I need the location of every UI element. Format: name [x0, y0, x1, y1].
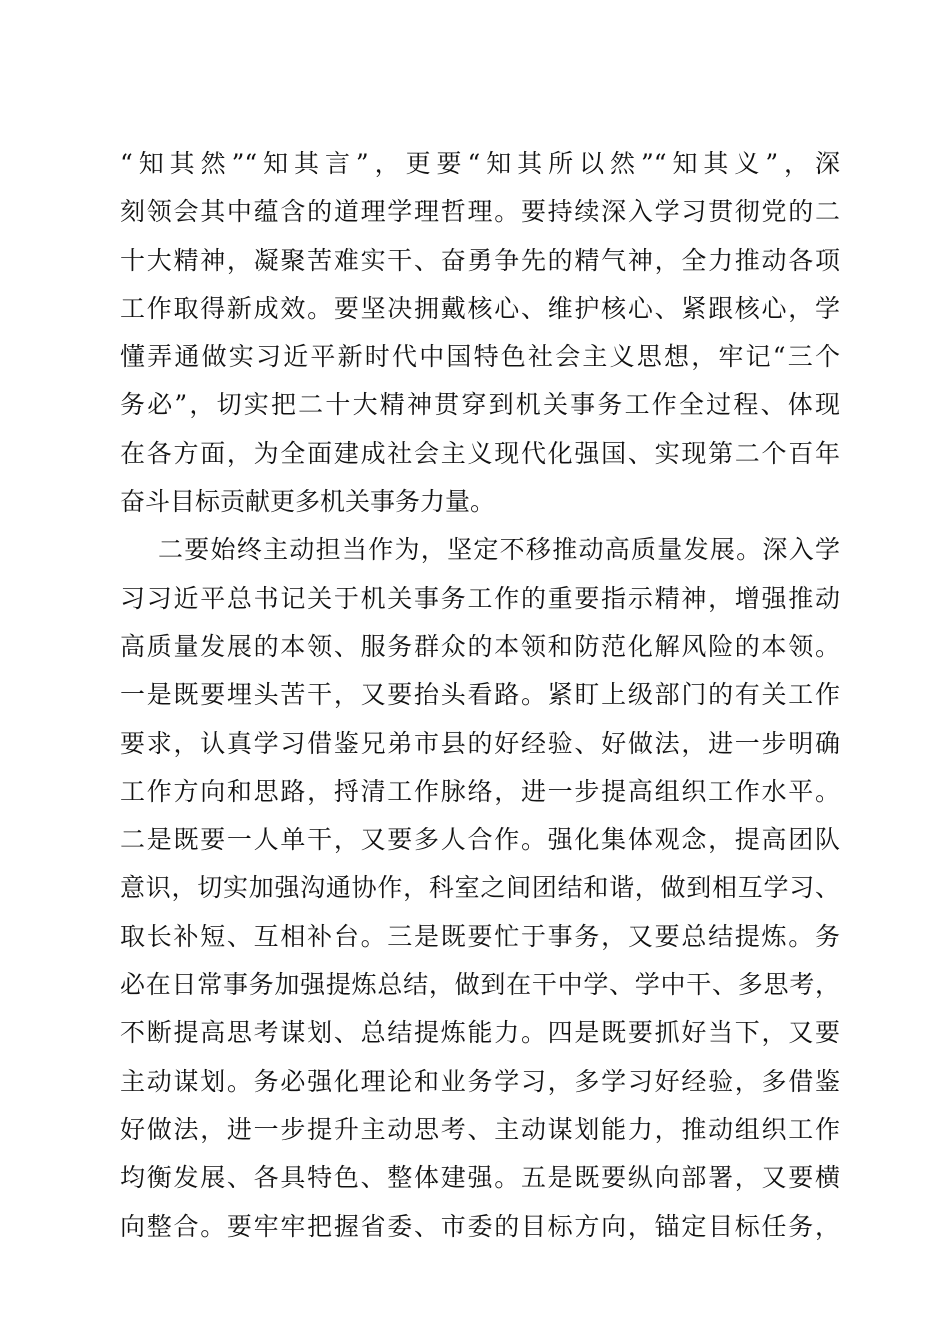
text-line: 一是既要埋头苦干，又要抬头看路。紧盯上级部门的有关工作 — [120, 680, 840, 710]
text-line: 不断提高思考谋划、总结提炼能力。四是既要抓好当下，又要 — [120, 1018, 840, 1048]
text-line: 主动谋划。务必强化理论和业务学习，多学习好经验，多借鉴 — [120, 1066, 840, 1096]
text-line: 高质量发展的本领、服务群众的本领和防范化解风险的本领。 — [120, 631, 840, 661]
paragraph-start-line: 二要始终主动担当作为，坚定不移推动高质量发展。深入学 — [158, 535, 840, 565]
text-line: 务必”，切实把二十大精神贯穿到机关事务工作全过程、体现 — [120, 390, 840, 420]
text-line: 好做法，进一步提升主动思考、主动谋划能力，推动组织工作 — [120, 1114, 840, 1144]
text-line: 必在日常事务加强提炼总结，做到在干中学、学中干、多思考， — [120, 970, 840, 1000]
text-line: 取长补短、互相补台。三是既要忙于事务，又要总结提炼。务 — [120, 921, 840, 951]
text-line: 工作方向和思路，捋清工作脉络，进一步提高组织工作水平。 — [120, 776, 840, 806]
text-line: 在各方面，为全面建成社会主义现代化强国、实现第二个百年 — [120, 438, 840, 468]
paragraph-end-line: 奋斗目标贡献更多机关事务力量。 — [120, 487, 496, 517]
text-line: 意识，切实加强沟通协作，科室之间团结和谐，做到相互学习、 — [120, 873, 840, 903]
text-line: 向整合。要牢牢把握省委、市委的目标方向，锚定目标任务， — [120, 1211, 840, 1241]
text-line: 工作取得新成效。要坚决拥戴核心、维护核心、紧跟核心，学 — [120, 293, 840, 323]
text-line: 懂弄通做实习近平新时代中国特色社会主义思想，牢记“三个 — [120, 342, 840, 372]
text-line: “知其然”“知其言”，更要“知其所以然”“知其义”，深 — [120, 149, 840, 178]
text-line: 均衡发展、各具特色、整体建强。五是既要纵向部署，又要横 — [120, 1163, 840, 1193]
body-text — [120, 140, 840, 1251]
text-line: 习习近平总书记关于机关事务工作的重要指示精神，增强推动 — [120, 583, 840, 613]
text-line: 二是既要一人单干，又要多人合作。强化集体观念，提高团队 — [120, 825, 840, 855]
text-line: 十大精神，凝聚苦难实干、奋勇争先的精气神，全力推动各项 — [120, 245, 840, 275]
text-line: 刻领会其中蕴含的道理学理哲理。要持续深入学习贯彻党的二 — [120, 197, 840, 227]
text-line: 要求，认真学习借鉴兄弟市县的好经验、好做法，进一步明确 — [120, 728, 840, 758]
